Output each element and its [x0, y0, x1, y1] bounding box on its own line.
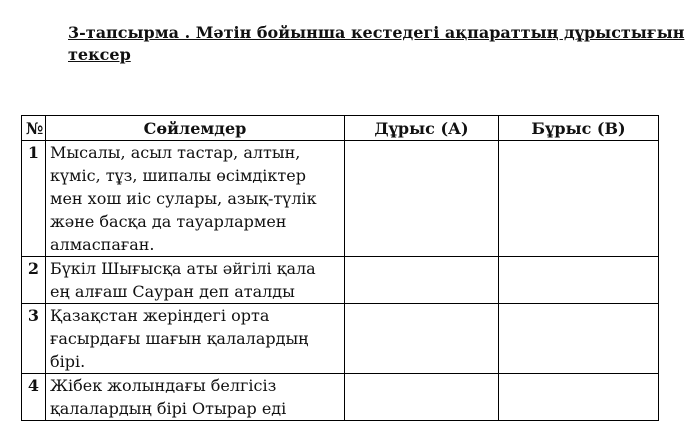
- table-row: [22, 304, 659, 374]
- false-answer-cell[interactable]: [499, 304, 659, 374]
- false-answer-cell[interactable]: [499, 374, 659, 421]
- sentence-cell: [46, 257, 345, 304]
- header-true: Дұрыс (А): [345, 116, 499, 141]
- table-row: [22, 257, 659, 304]
- sentence-line: Қазақстан жеріндегі орта: [50, 306, 270, 325]
- sentence-line: ең алғаш Сауран деп аталды: [50, 282, 295, 301]
- sentence-line: Жібек жолындағы белгісіз: [50, 376, 277, 395]
- row-number: 1: [22, 141, 46, 257]
- table-row: [22, 374, 659, 421]
- sentence-cell: [46, 374, 345, 421]
- sentence-line: күміс, тұз, шипалы өсімдіктер: [50, 166, 306, 185]
- row-number: 2: [22, 257, 46, 304]
- false-answer-cell[interactable]: [499, 257, 659, 304]
- false-answer-cell[interactable]: [499, 141, 659, 257]
- sentence-line: мен хош иіс сулары, азық-түлік: [50, 189, 317, 208]
- task-title-line-2: тексер: [68, 45, 131, 64]
- header-false: Бұрыс (В): [499, 116, 659, 141]
- sentence-line: алмаспаған.: [50, 235, 155, 254]
- true-answer-cell[interactable]: [345, 304, 499, 374]
- header-number: №: [22, 116, 46, 141]
- true-answer-cell[interactable]: [345, 141, 499, 257]
- sentence-line: және басқа да тауарлармен: [50, 212, 287, 231]
- sentence-line: бірі.: [50, 352, 86, 371]
- true-answer-cell[interactable]: [345, 374, 499, 421]
- sentence-line: Бүкіл Шығысқа аты әйгілі қала: [50, 259, 316, 278]
- sentences-table: [21, 115, 659, 421]
- true-answer-cell[interactable]: [345, 257, 499, 304]
- table-row: [22, 141, 659, 257]
- table-header-row: [22, 116, 659, 141]
- sentence-line: Мысалы, асыл тастар, алтын,: [50, 143, 301, 162]
- task-title: [68, 22, 685, 66]
- header-sentences: Сөйлемдер: [46, 116, 345, 141]
- sentence-line: қалалардың бірі Отырар еді: [50, 399, 287, 418]
- row-number: 4: [22, 374, 46, 421]
- sentence-line: ғасырдағы шағын қалалардың: [50, 329, 309, 348]
- task-title-line-1: 3-тапсырма . Мәтін бойынша кестедегі ақпараттың дұрыстығын: [68, 23, 685, 42]
- sentence-cell: [46, 304, 345, 374]
- row-number: 3: [22, 304, 46, 374]
- sentence-cell: [46, 141, 345, 257]
